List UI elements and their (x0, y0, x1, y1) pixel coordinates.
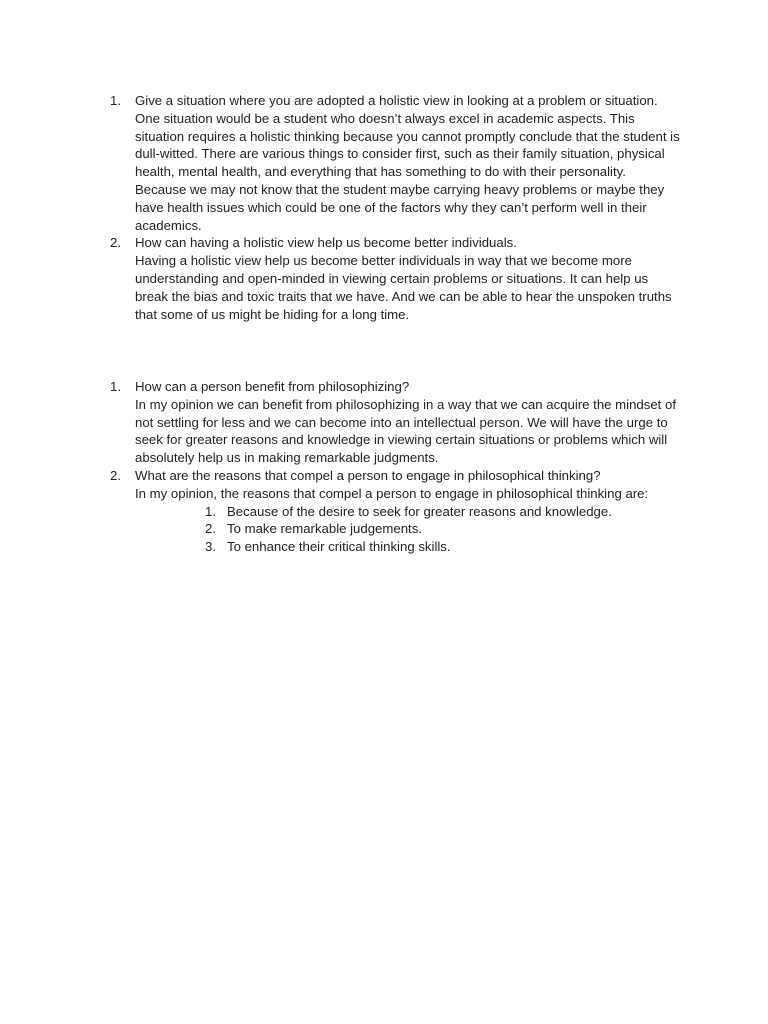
sublist-item-number: 1. (205, 503, 216, 519)
list-item (110, 92, 680, 234)
list-item (110, 378, 680, 467)
sublist-item (205, 520, 680, 538)
sublist-item-text: To enhance their critical thinking skills. (227, 539, 451, 555)
sublist-item-text: Because of the desire to seek for greater reasons and knowledge. (227, 503, 612, 519)
answer-text: In my opinion, the reasons that compel a person to engage in philosophical thinking are: (135, 485, 649, 501)
question-text: What are the reasons that compel a person to engage in philosophical thinking? (135, 467, 601, 483)
philosophizing-question-list (110, 378, 680, 556)
sublist-item (205, 503, 680, 521)
question-text: Give a situation where you are adopted a holistic view in looking at a problem or situation. (135, 93, 658, 108)
item-number: 2. (110, 467, 121, 483)
list-item (110, 467, 680, 556)
list-item (110, 234, 680, 323)
answer-text: Having a holistic view help us become better individuals in way that we become more understanding and open-minded in viewing certain problems or situations. It can help us break the bias and toxic traits that we have. And we can be able to hear the unspoken truths that some of us might be hiding for a long time. (135, 253, 672, 322)
sublist-item-number: 3. (205, 539, 216, 555)
question-text: How can a person benefit from philosophizing? (135, 379, 410, 394)
answer-text: One situation would be a student who doesn’t always excel in academic aspects. This situation requires a holistic thinking because you cannot promptly conclude that the student is dull-witted. There are various things to consider first, such as their family situation, physical health, mental health, and everything that has something to do with their personality. Because we may not know that the student maybe carrying heavy problems or maybe they have health issues which could be one of the factors why they can’t perform well in their academics. (135, 110, 680, 233)
question-text: How can having a holistic view help us become better individuals. (135, 235, 517, 251)
sublist-item-number: 2. (205, 521, 216, 537)
holistic-view-question-list (110, 92, 680, 323)
item-number: 1. (110, 379, 121, 394)
item-number: 1. (110, 93, 121, 108)
sublist-item-text: To make remarkable judgements. (227, 521, 422, 537)
item-number: 2. (110, 235, 121, 251)
answer-text: In my opinion we can benefit from philosophizing in a way that we can acquire the mindset of not settling for less and we can become into an intellectual person. We will have the urge to seek for greater reasons and knowledge in viewing certain situations or problems which will absolutely help us in making remarkable judgments. (135, 396, 676, 466)
sublist-item (205, 538, 680, 556)
reasons-sublist (135, 503, 680, 556)
